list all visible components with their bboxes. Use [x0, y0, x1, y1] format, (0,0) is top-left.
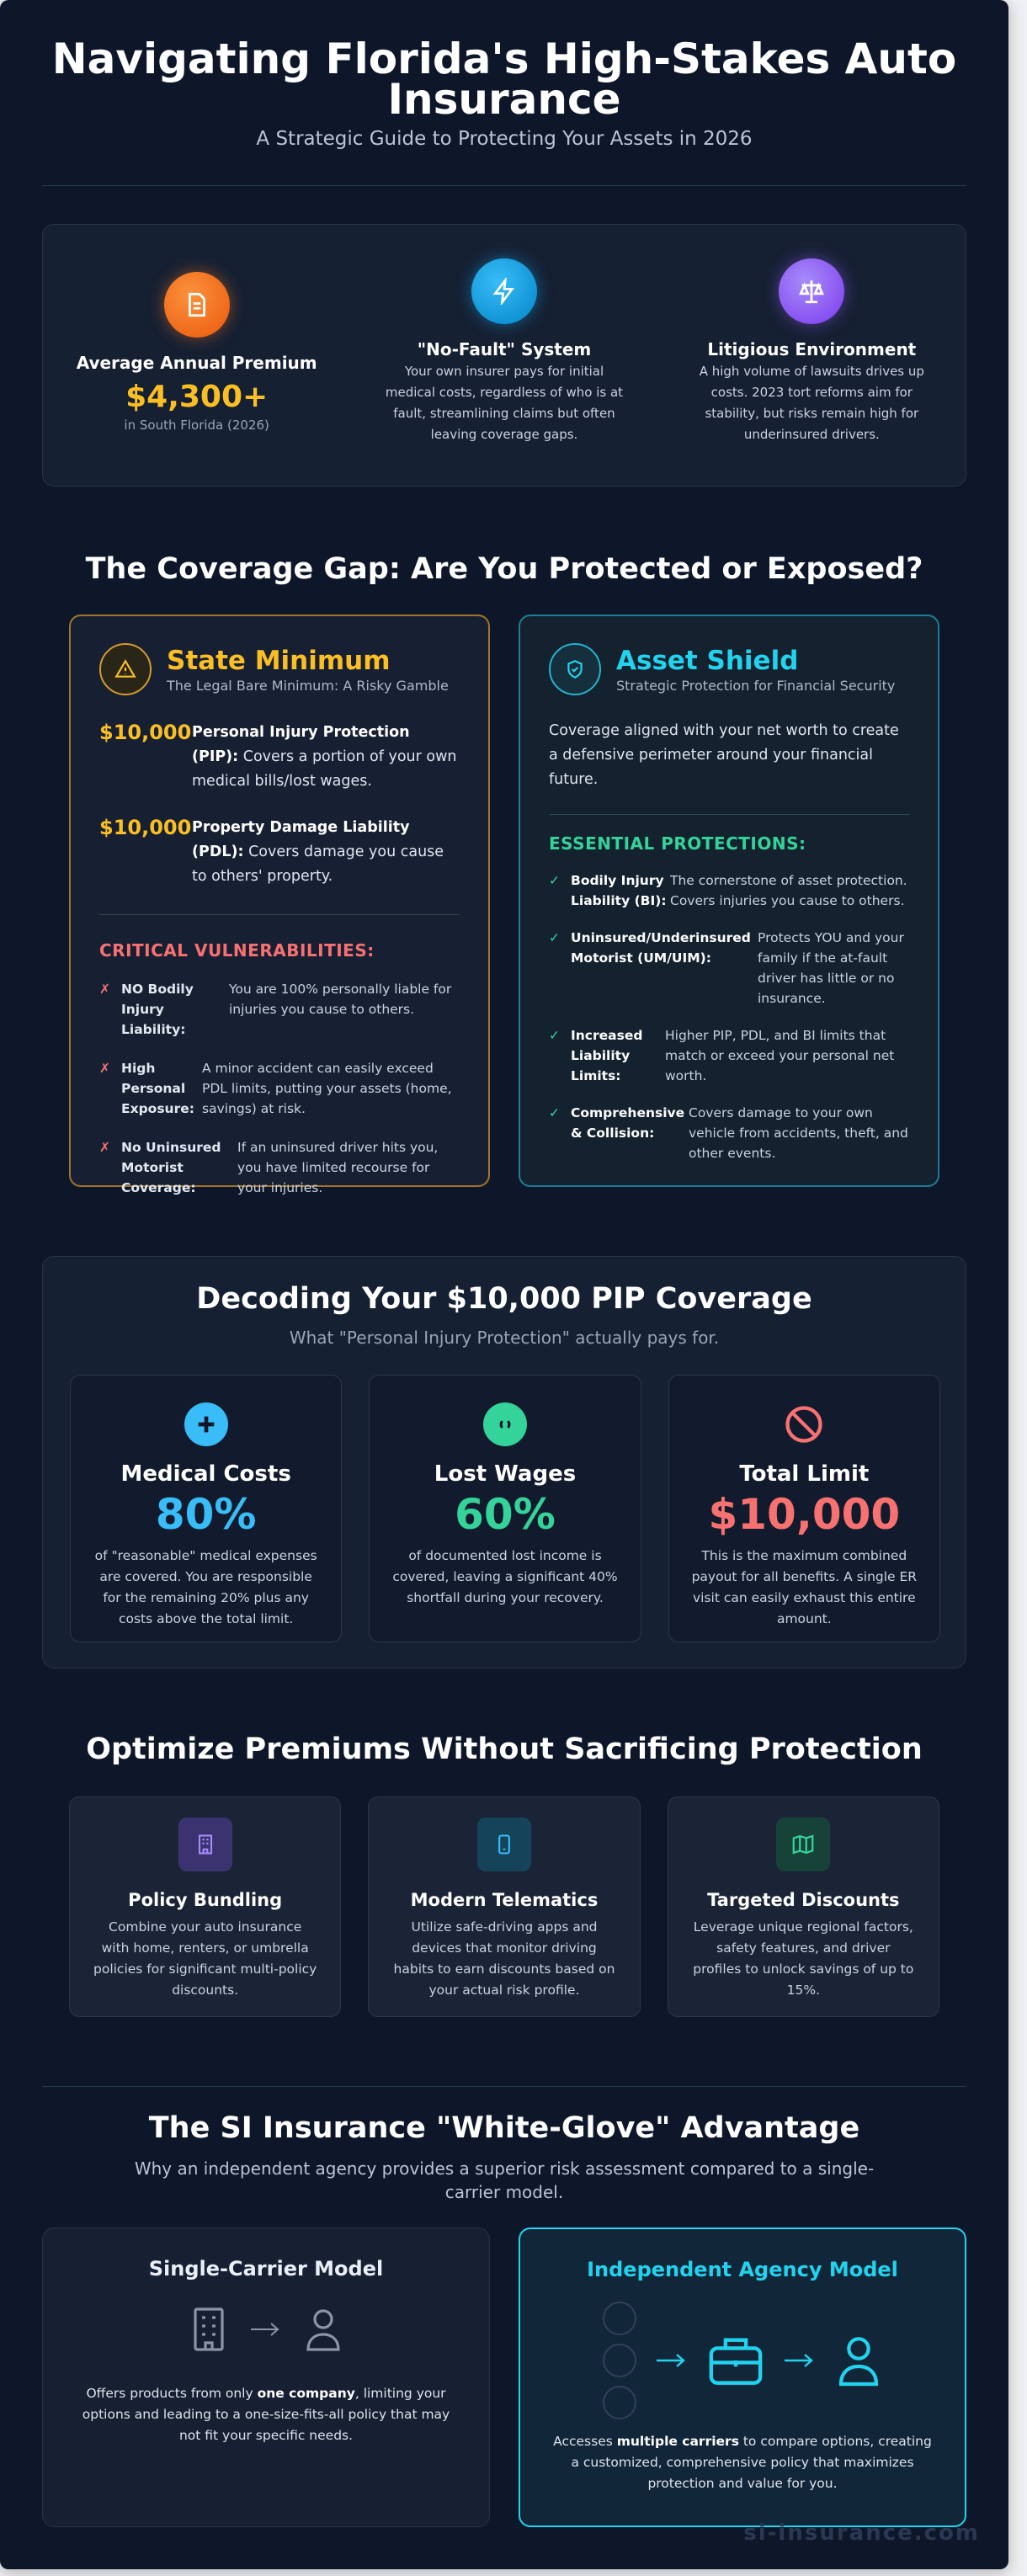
coverage-gap-title: The Coverage Gap: Are You Protected or Exposed? — [85, 552, 923, 586]
stat-note: in South Florida (2026) — [124, 418, 269, 433]
phone-icon — [477, 1818, 531, 1871]
opt-card-text: Combine your auto insurance with home, renters, or umbrella policies for significant multi-policy discounts. — [93, 1919, 317, 1998]
check-icon: ✓ — [549, 930, 560, 945]
coverage-item — [99, 816, 460, 889]
pip-subtitle: What "Personal Injury Protection" actually pays for. — [289, 1328, 720, 1348]
stat-value: $4,300+ — [125, 380, 269, 414]
coverage-amount: $10,000 — [99, 721, 192, 744]
single-carrier-text: Offers products from only one company, limiting your options and leading to a one-size-fits-all policy that may not fit your specific needs. — [82, 2386, 450, 2443]
stat-text: Your own insurer pays for initial medical costs, regardless of who is at fault, streamlining claims but often leaving coverage gaps. — [385, 364, 624, 442]
page-subtitle: A Strategic Guide to Protecting Your Assets in 2026 — [256, 128, 753, 150]
opt-card-title: Policy Bundling — [128, 1890, 283, 1910]
divider — [99, 914, 460, 915]
single-carrier-card — [42, 2227, 490, 2527]
pip-card-title: Total Limit — [739, 1461, 870, 1487]
protection-desc: Covers damage to your own vehicle from accidents, theft, and other events. — [689, 1105, 908, 1161]
pip-card-title: Medical Costs — [120, 1461, 291, 1487]
watermark: si-insurance.com — [743, 2520, 980, 2546]
vulnerability-name: NO Bodily Injury Liability: — [121, 982, 194, 1037]
stat-title: Average Annual Premium — [76, 353, 317, 373]
opt-card-telematics — [368, 1796, 640, 2017]
building-icon — [189, 2306, 229, 2353]
asset-shield-title: Asset Shield — [616, 645, 799, 676]
stat-title: "No-Fault" System — [417, 339, 592, 359]
ban-icon — [782, 1402, 826, 1446]
pip-card-text: of documented lost income is covered, leaving a significant 40% shortfall during your recovery. — [392, 1548, 618, 1605]
protection-name: Bodily Injury Liability (BI): — [571, 873, 667, 908]
coverage-item — [99, 721, 460, 794]
pip-title: Decoding Your $10,000 PIP Coverage — [196, 1282, 812, 1316]
independent-agency-diagram — [520, 2293, 965, 2428]
check-icon: ✓ — [549, 1105, 560, 1120]
scales-icon — [779, 258, 844, 324]
stat-no-fault — [350, 225, 657, 486]
vulnerabilities-label: CRITICAL VULNERABILITIES: — [99, 940, 375, 961]
protections-label: ESSENTIAL PROTECTIONS: — [549, 833, 806, 854]
state-minimum-title: State Minimum — [167, 645, 391, 676]
arrow-right-icon — [655, 2352, 689, 2369]
x-icon: ✗ — [99, 1061, 110, 1076]
pip-card-title: Lost Wages — [434, 1461, 577, 1487]
person-icon — [303, 2306, 343, 2353]
vulnerability-desc: If an uninsured driver hits you, you have limited recourse for your injuries. — [237, 1140, 439, 1195]
asset-shield-intro: Coverage aligned with your net worth to create a defensive perimeter around your financial future. — [549, 722, 899, 788]
protection-desc: Higher PIP, PDL, and BI limits that match or exceed your personal net worth. — [665, 1028, 895, 1083]
protection-item — [549, 1025, 909, 1086]
protection-desc: The cornerstone of asset protection. Covers injuries you cause to others. — [670, 873, 907, 908]
opt-card-title: Targeted Discounts — [707, 1890, 900, 1910]
arrow-right-icon — [783, 2352, 817, 2369]
state-minimum-card — [69, 615, 490, 1195]
single-carrier-title: Single-Carrier Model — [148, 2257, 384, 2281]
single-carrier-diagram — [43, 2299, 489, 2360]
x-icon: ✗ — [99, 1140, 110, 1155]
vulnerability-name: No Uninsured Motorist Coverage: — [121, 1140, 221, 1195]
protection-item — [549, 1103, 909, 1163]
asset-shield-subtitle: Strategic Protection for Financial Security — [616, 677, 896, 694]
divider — [42, 185, 966, 186]
protection-name: Increased Liability Limits: — [571, 1028, 643, 1083]
protection-item — [549, 928, 909, 1009]
document-icon — [164, 272, 230, 338]
map-icon — [776, 1818, 830, 1871]
x-icon: ✗ — [99, 982, 110, 997]
divider — [42, 2086, 966, 2087]
coverage-amount: $10,000 — [99, 816, 192, 839]
independent-agency-card — [519, 2227, 966, 2527]
person-icon — [835, 2333, 882, 2388]
briefcase-icon — [707, 2334, 764, 2387]
protection-desc: Protects YOU and your family if the at-fault driver has little or no insurance. — [758, 930, 904, 1006]
carrier-circle — [603, 2386, 636, 2419]
pip-card-text: of "reasonable" medical expenses are covered. You are responsible for the remaining 20% plus any costs above the total limit. — [94, 1548, 317, 1626]
pip-card-medical — [70, 1375, 342, 1642]
shield-icon — [549, 643, 601, 695]
pip-card-value: 60% — [455, 1490, 556, 1539]
stat-litigious — [658, 225, 966, 486]
asset-shield-card — [519, 615, 939, 1187]
lightning-icon — [471, 258, 537, 324]
opt-card-title: Modern Telematics — [410, 1890, 599, 1910]
carrier-circles — [603, 2302, 636, 2419]
protection-name: Uninsured/Underinsured Motorist (UM/UIM): — [571, 930, 751, 966]
pip-card-value: $10,000 — [708, 1490, 901, 1539]
divider — [549, 814, 909, 815]
state-minimum-subtitle: The Legal Bare Minimum: A Risky Gamble — [167, 677, 449, 694]
building-icon — [178, 1818, 232, 1871]
stat-text: A high volume of lawsuits drives up costs. 2023 tort reforms aim for stability, but risks remain high for underinsured drivers. — [699, 364, 924, 442]
coverage-desc: Covers a portion of your own medical bills/lost wages. — [192, 748, 457, 790]
optimize-title: Optimize Premiums Without Sacrificing Protection — [86, 1732, 923, 1766]
independent-agency-title: Independent Agency Model — [587, 2258, 898, 2281]
vulnerability-desc: A minor accident can easily exceed PDL limits, putting your assets (home, savings) at risk. — [202, 1061, 452, 1116]
opt-card-text: Utilize safe-driving apps and devices that monitor driving habits to earn discounts based on your actual risk profile. — [393, 1919, 615, 1998]
check-icon: ✓ — [549, 873, 560, 888]
opt-card-discounts — [668, 1796, 939, 2017]
warning-icon — [99, 643, 152, 695]
advantage-subtitle: Why an independent agency provides a superior risk assessment compared to a single-carrier model. — [134, 2158, 875, 2202]
vulnerability-desc: You are 100% personally liable for injuries you cause to others. — [229, 982, 452, 1017]
plus-icon — [184, 1402, 228, 1446]
independent-agency-text: Accesses multiple carriers to compare options, creating a customized, comprehensive policy that maximizes protection and value for you. — [553, 2434, 932, 2491]
vulnerability-item — [99, 1137, 460, 1198]
protection-name: Comprehensive & Collision: — [571, 1105, 685, 1141]
carrier-circle — [603, 2344, 636, 2377]
coverage-name: Property Damage Liability (PDL): — [192, 819, 410, 860]
pip-card-value: 80% — [155, 1490, 257, 1539]
stats-card — [42, 224, 966, 487]
opt-card-bundling — [69, 1796, 341, 2017]
advantage-title: The SI Insurance "White-Glove" Advantage — [148, 2111, 860, 2145]
vulnerability-name: High Personal Exposure: — [121, 1061, 194, 1116]
protection-item — [549, 870, 909, 911]
coverage-desc: Covers damage you cause to others' property. — [192, 844, 444, 885]
vulnerability-item — [99, 1058, 460, 1119]
pip-card-wages — [369, 1375, 641, 1642]
pip-card-limit — [668, 1375, 940, 1642]
page-title: Navigating Florida's High-Stakes Auto Insurance — [51, 35, 957, 124]
stat-title: Litigious Environment — [707, 339, 917, 359]
pip-card-text: This is the maximum combined payout for all benefits. A single ER visit can easily exhaust this entire amount. — [691, 1548, 918, 1626]
coverage-name: Personal Injury Protection (PIP): — [192, 724, 410, 765]
carrier-circle — [603, 2302, 636, 2335]
stat-average-premium — [43, 225, 350, 486]
pip-section — [42, 1256, 966, 1669]
money-icon — [483, 1402, 527, 1446]
vulnerability-item — [99, 979, 460, 1040]
check-icon: ✓ — [549, 1028, 560, 1043]
opt-card-text: Leverage unique regional factors, safety features, and driver profiles to unlock savings of up to 15%. — [693, 1919, 914, 1998]
arrow-right-icon — [249, 2321, 283, 2338]
